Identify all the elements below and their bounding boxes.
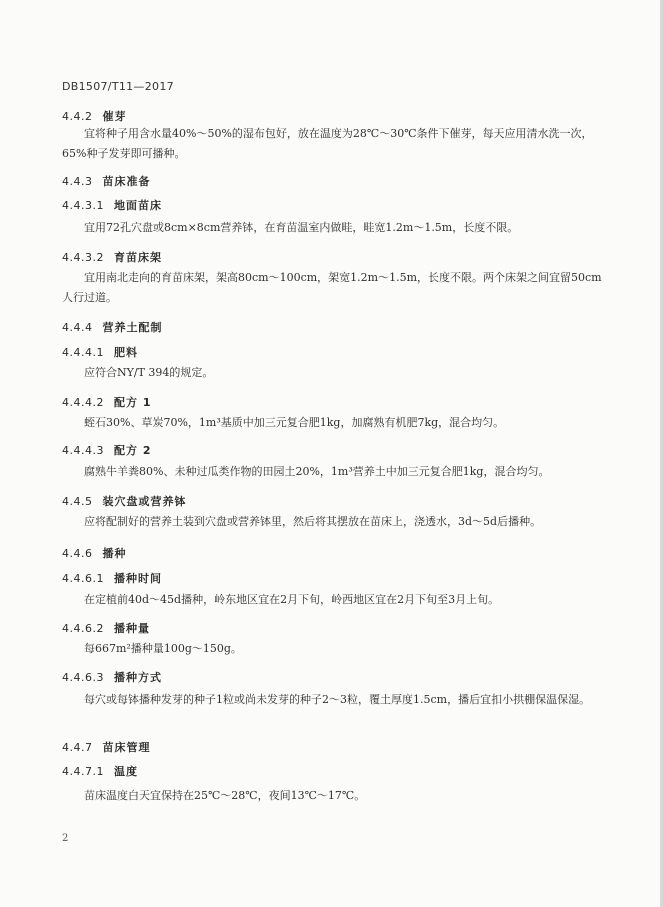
paragraph: 在定植前40d～45d播种，岭东地区宜在2月下旬，岭西地区宜在2月下旬至3月上旬。 <box>84 593 500 606</box>
section-title: 苗床管理 <box>102 741 151 754</box>
section-title: 营养土配制 <box>102 321 163 334</box>
section-heading <box>62 442 151 458</box>
section-number: 4.4.3.2 <box>62 251 104 264</box>
section-title: 播种时间 <box>113 572 162 585</box>
section-title: 催芽 <box>102 110 127 123</box>
section-title: 配方 1 <box>113 396 152 409</box>
section-heading <box>62 394 151 410</box>
section-title: 装穴盘或营养钵 <box>102 495 187 508</box>
section-title: 温度 <box>113 765 138 778</box>
section-number: 4.4.6 <box>62 547 93 560</box>
paragraph: 苗床温度白天宜保持在25℃～28℃，夜间13℃～17℃。 <box>84 789 366 802</box>
section-number: 4.4.4 <box>62 321 93 334</box>
section-number: 4.4.2 <box>62 110 93 123</box>
section-number: 4.4.3 <box>62 175 93 188</box>
section-title: 配方 2 <box>113 444 152 457</box>
section-heading <box>62 108 127 124</box>
section-title: 播种 <box>102 547 127 560</box>
standard-code-header: DB1507/T11—2017 <box>62 80 174 93</box>
paragraph: 宜用南北走向的育苗床架，架高80cm～100cm，架宽1.2m～1.5m，长度不限。两个床架之间宜留50cm人行过道。 <box>62 271 602 304</box>
section-number: 4.4.3.1 <box>62 199 104 212</box>
section-heading <box>62 570 162 586</box>
section-number: 4.4.6.1 <box>62 572 104 585</box>
section-heading <box>62 493 187 509</box>
section-heading <box>62 344 138 360</box>
section-number: 4.4.6.2 <box>62 622 104 635</box>
section-number: 4.4.7 <box>62 741 93 754</box>
section-title: 苗床准备 <box>102 175 151 188</box>
paragraph: 每667m²播种量100g～150g。 <box>84 642 242 655</box>
section-heading <box>62 197 162 213</box>
page-number: 2 <box>62 833 69 844</box>
section-number: 4.4.4.2 <box>62 396 104 409</box>
paragraph: 宜用72孔穴盘或8cm×8cm营养钵，在育苗温室内做畦，畦宽1.2m～1.5m，长度不限。 <box>84 221 519 234</box>
paragraph: 蛭石30%、草炭70%，1m³基质中加三元复合肥1kg，加腐熟有机肥7kg，混合均匀。 <box>84 416 505 429</box>
paragraph: 应将配制好的营养土装到穴盘或营养钵里，然后将其摆放在苗床上，浇透水，3d～5d后播种。 <box>84 515 542 528</box>
section-number: 4.4.6.3 <box>62 671 104 684</box>
section-heading <box>62 763 138 779</box>
section-heading <box>62 319 163 335</box>
section-title: 地面苗床 <box>113 199 162 212</box>
paragraph: 每穴或每钵播种发芽的种子1粒或尚未发芽的种子2～3粒，覆土厚度1.5cm，播后宜扣小拱棚保温保湿。 <box>84 693 591 706</box>
section-heading <box>62 669 162 685</box>
paragraph: 应符合NY/T 394的规定。 <box>84 366 214 379</box>
section-heading <box>62 620 150 636</box>
section-heading <box>62 739 151 755</box>
section-heading <box>62 545 127 561</box>
section-heading <box>62 173 151 189</box>
section-title: 育苗床架 <box>113 251 162 264</box>
section-number: 4.4.7.1 <box>62 765 104 778</box>
section-number: 4.4.5 <box>62 495 93 508</box>
paragraph: 腐熟牛羊粪80%、未种过瓜类作物的田园土20%，1m³营养土中加三元复合肥1kg，混合均匀。 <box>84 465 550 478</box>
section-number: 4.4.4.1 <box>62 346 104 359</box>
section-title: 播种量 <box>113 622 150 635</box>
paragraph: 宜将种子用含水量40%～50%的湿布包好，放在温度为28℃～30℃条件下催芽，每天应用清水洗一次，65%种子发芽即可播种。 <box>62 127 593 160</box>
section-number: 4.4.4.3 <box>62 444 104 457</box>
section-heading <box>62 249 162 265</box>
section-title: 肥料 <box>113 346 138 359</box>
section-title: 播种方式 <box>113 671 162 684</box>
